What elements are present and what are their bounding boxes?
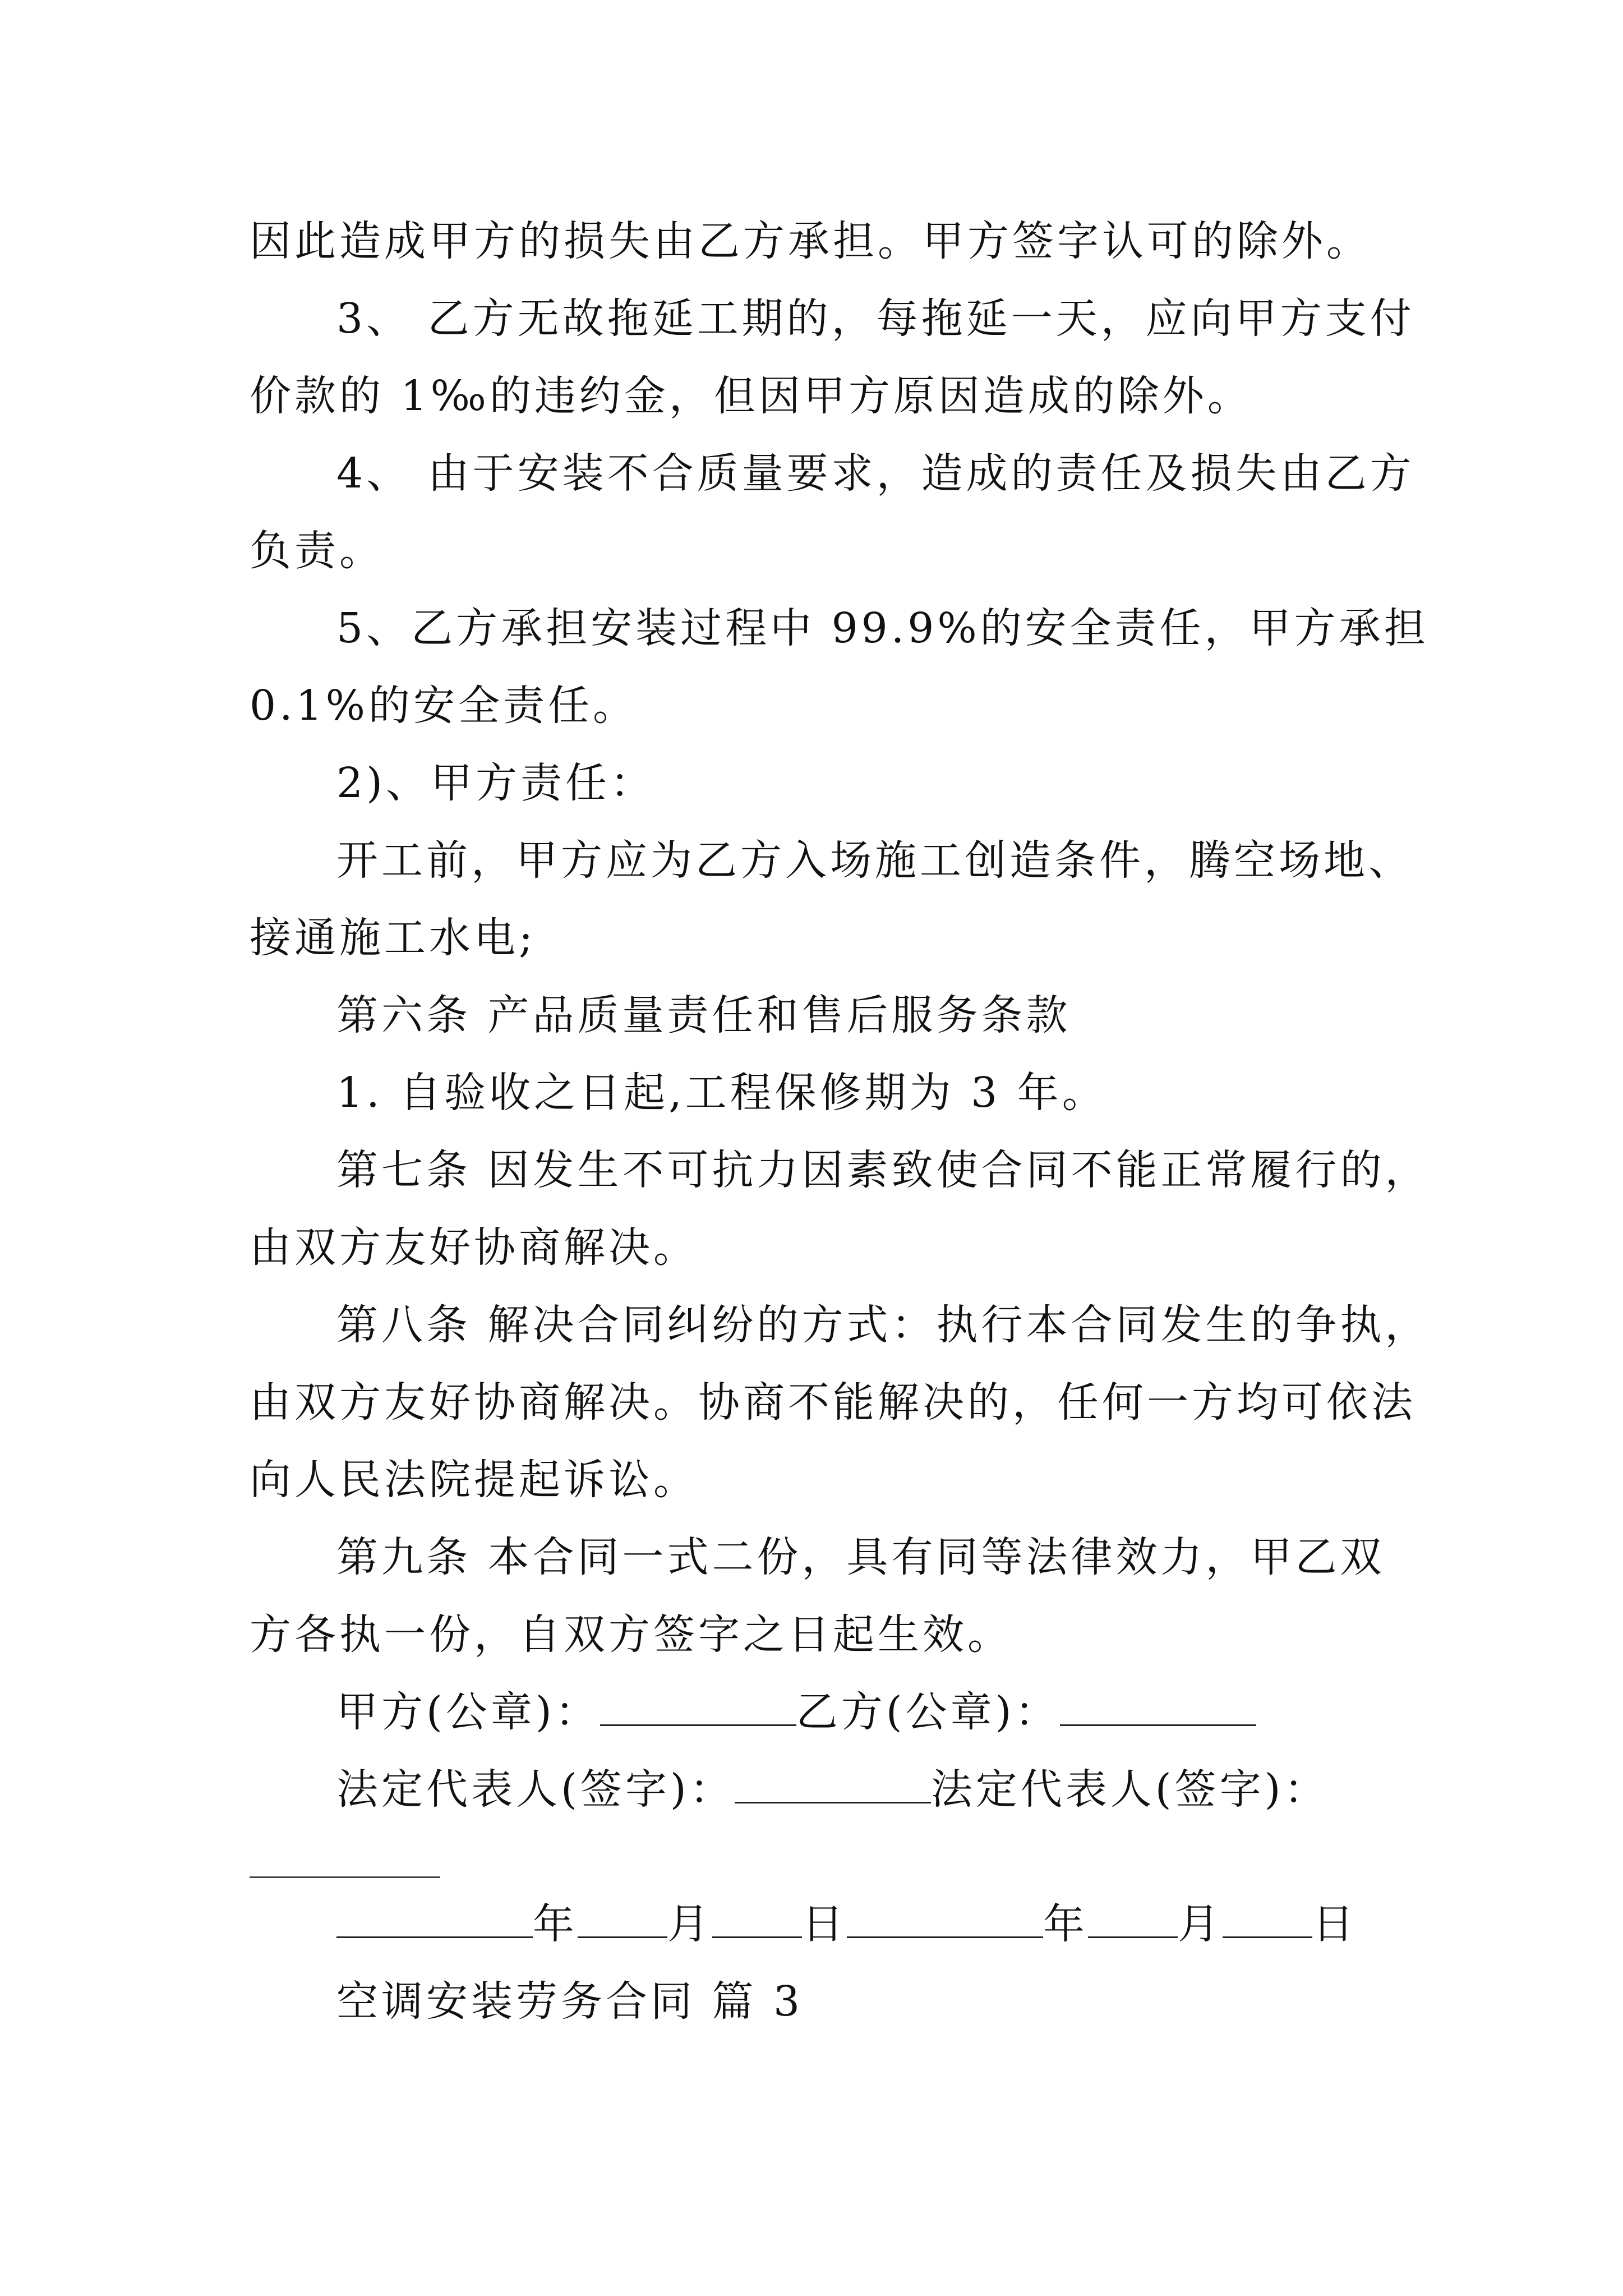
party-b-seal-blank — [1060, 1685, 1256, 1726]
clause-4-line: 4、 由于安装不合质量要求，造成的责任及损失由乙方 — [336, 449, 1415, 498]
day-label-a: 日 — [802, 1900, 847, 1948]
year-blank-a — [336, 1897, 533, 1938]
seal-row — [336, 1684, 1256, 1740]
clause-3-line: 3、 乙方无故拖延工期的，每拖延一天，应向甲方支付 — [336, 295, 1415, 343]
month-blank-b — [1088, 1897, 1178, 1938]
day-label-b: 日 — [1312, 1900, 1357, 1948]
article-6-heading: 第六条 产品质量责任和售后服务条款 — [336, 991, 1071, 1039]
year-blank-b — [847, 1897, 1043, 1938]
representative-row — [336, 1761, 1329, 1818]
party-a-seal-label: 甲方(公章)： — [336, 1688, 600, 1736]
paragraph-line: 0.1%的安全责任。 — [250, 682, 638, 730]
next-section-heading: 空调安装劳务合同 篇 3 — [336, 1977, 804, 2026]
paragraph-line: 价款的 1‰的违约金，但因甲方原因造成的除外。 — [250, 372, 1252, 420]
month-label-b: 月 — [1178, 1900, 1223, 1948]
article-7-line: 第七条 因发生不可抗力因素致使合同不能正常履行的， — [336, 1146, 1430, 1194]
party-a-rep-blank — [735, 1763, 931, 1803]
party-a-duties-heading: 2)、甲方责任： — [336, 759, 655, 807]
month-label-a: 月 — [667, 1900, 712, 1948]
paragraph-line: 负责。 — [250, 527, 384, 575]
month-blank-a — [578, 1897, 667, 1938]
year-label-a: 年 — [533, 1900, 578, 1948]
article-8-line: 第八条 解决合同纠纷的方式：执行本合同发生的争执， — [336, 1301, 1430, 1349]
party-b-rep-label: 法定代表人(签字)： — [930, 1765, 1329, 1814]
party-a-seal-blank — [600, 1685, 796, 1726]
warranty-line: 1. 自验收之日起,工程保修期为 3 年。 — [336, 1069, 1107, 1117]
paragraph-line: 由双方友好协商解决。协商不能解决的，任何一方均可依法 — [250, 1378, 1416, 1427]
year-label-b: 年 — [1043, 1900, 1088, 1948]
paragraph-line: 开工前，甲方应为乙方入场施工创造条件，腾空场地、 — [336, 836, 1413, 885]
party-a-rep-label: 法定代表人(签字)： — [336, 1765, 735, 1814]
paragraph-line: 接通施工水电; — [250, 914, 536, 962]
party-b-rep-blank — [250, 1876, 440, 1878]
date-row — [336, 1896, 1357, 1952]
paragraph-line: 方各执一份，自双方签字之日起生效。 — [250, 1611, 1012, 1659]
paragraph-line: 向人民法院提起诉讼。 — [250, 1456, 698, 1504]
day-blank-a — [712, 1897, 802, 1938]
party-b-seal-label: 乙方(公章)： — [796, 1688, 1060, 1736]
clause-5-line: 5、乙方承担安装过程中 99.9%的安全责任，甲方承担 — [336, 604, 1429, 652]
paragraph-line: 因此造成甲方的损失由乙方承担。甲方签字认可的除外。 — [250, 217, 1371, 265]
day-blank-b — [1223, 1897, 1312, 1938]
article-9-line: 第九条 本合同一式二份，具有同等法律效力，甲乙双 — [336, 1533, 1385, 1581]
paragraph-line: 由双方友好协商解决。 — [250, 1223, 698, 1272]
